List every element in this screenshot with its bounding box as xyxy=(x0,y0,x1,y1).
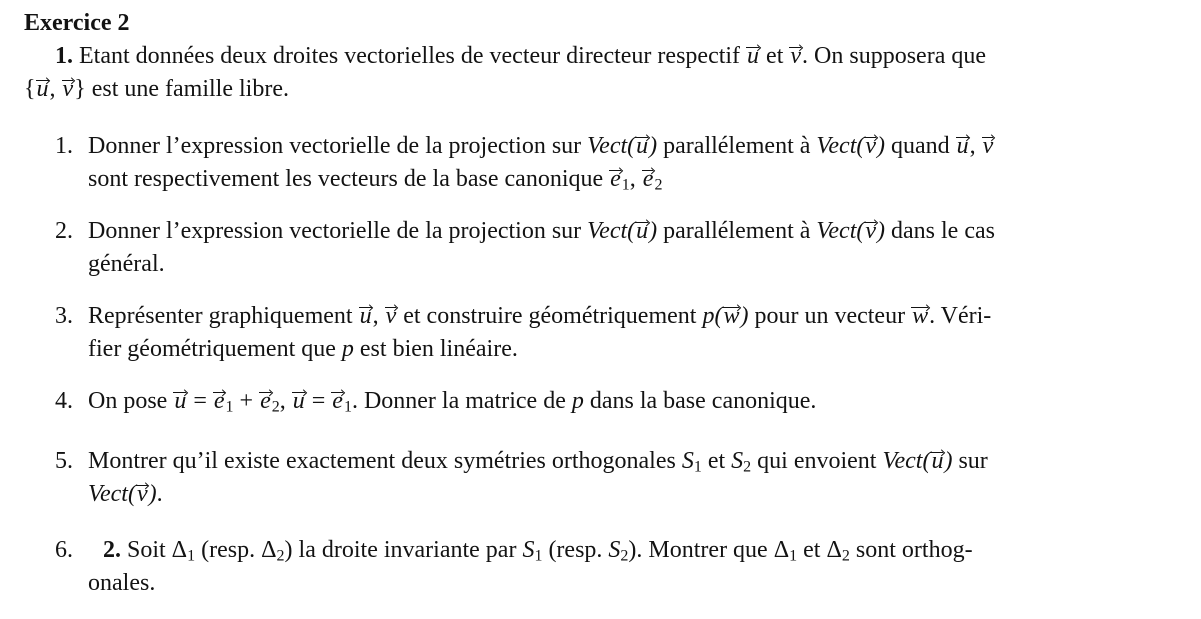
vector-symbol: u xyxy=(174,388,187,414)
subscript: 1 xyxy=(534,547,543,565)
text-segment: On pose xyxy=(88,388,174,414)
vector-symbol: v xyxy=(62,76,74,102)
text-segment: général. xyxy=(88,251,165,277)
text-segment: quand xyxy=(885,133,956,159)
text-line xyxy=(24,73,1183,106)
text-segment: Vect( xyxy=(88,481,136,507)
text-segment: Donner l’expression vectorielle de la projection sur xyxy=(88,133,588,159)
text-segment: + xyxy=(233,388,260,414)
subscript: 2 xyxy=(276,547,285,565)
text-segment: Soit Δ xyxy=(121,537,188,563)
text-segment: pour un vecteur xyxy=(748,303,912,329)
text-line xyxy=(88,130,1183,163)
text-segment: ) xyxy=(740,303,749,329)
text-segment: Vect( xyxy=(587,133,636,159)
text-segment: sont orthog- xyxy=(849,537,973,563)
vector-symbol: v xyxy=(385,303,397,329)
text-segment: Montrer qu’il existe exactement deux symétries orthogonales xyxy=(88,448,682,474)
item-text xyxy=(88,300,1183,366)
text-segment: Etant données deux droites vectorielles de vecteur directeur respectif xyxy=(73,43,747,69)
subscript: 1 xyxy=(343,398,352,416)
bold-label: 1. xyxy=(55,43,73,69)
subscript: 2 xyxy=(271,398,280,416)
text-segment: S xyxy=(681,448,694,474)
item-text xyxy=(88,385,1183,418)
item-number: 1. xyxy=(55,133,73,159)
text-segment: ) xyxy=(649,218,658,244)
text-line xyxy=(88,445,1183,478)
item-text xyxy=(88,215,1183,281)
item-number: 3. xyxy=(55,303,73,329)
bold-label: 2. xyxy=(103,537,121,563)
text-segment: onales. xyxy=(88,570,156,596)
intro-paragraph xyxy=(24,40,1183,106)
text-segment: sont respectivement les vecteurs de la base canonique xyxy=(88,166,610,192)
text-segment: { xyxy=(24,76,36,102)
text-segment: Vect( xyxy=(816,218,865,244)
text-segment: , xyxy=(372,303,385,329)
text-segment: (resp. xyxy=(542,537,609,563)
text-line xyxy=(88,163,1183,196)
subscript: 2 xyxy=(841,547,850,565)
text-line xyxy=(88,248,1183,281)
text-segment: ) la droite invariante par xyxy=(284,537,523,563)
text-segment: , xyxy=(49,76,62,102)
text-segment: sur xyxy=(952,448,988,474)
text-segment: = xyxy=(305,388,332,414)
text-line xyxy=(88,478,1183,511)
text-line xyxy=(88,385,1183,418)
vector-symbol: u xyxy=(956,133,969,159)
subscript: 1 xyxy=(789,547,798,565)
subscript: 2 xyxy=(743,458,752,476)
text-segment: parallélement à xyxy=(657,133,817,159)
text-segment: . xyxy=(156,481,163,507)
text-segment: parallélement à xyxy=(657,218,817,244)
item-number: 2. xyxy=(55,218,73,244)
vector-symbol: u xyxy=(636,218,649,244)
text-segment: } est une famille libre. xyxy=(74,76,289,102)
text-line xyxy=(88,215,1183,248)
text-segment: , xyxy=(279,388,292,414)
text-segment: , xyxy=(629,166,642,192)
text-line xyxy=(24,40,1183,73)
vector-symbol: v xyxy=(790,43,802,69)
vector-symbol: e xyxy=(610,166,621,192)
text-line xyxy=(88,333,1183,366)
text-segment: . Donner la matrice de xyxy=(351,388,572,414)
text-segment: ) xyxy=(649,133,658,159)
text-segment: Vect( xyxy=(816,133,865,159)
question-item-6 xyxy=(24,534,1183,600)
text-segment: = xyxy=(187,388,213,414)
text-segment: ) xyxy=(877,218,886,244)
vector-symbol: w xyxy=(912,303,929,329)
vector-symbol: u xyxy=(931,448,944,474)
text-segment: et Δ xyxy=(797,537,842,563)
vector-symbol: e xyxy=(260,388,271,414)
vector-symbol: u xyxy=(359,303,372,329)
text-segment: ). Montrer que Δ xyxy=(628,537,790,563)
text-segment: p( xyxy=(702,303,723,329)
vector-symbol: e xyxy=(642,166,654,192)
text-segment: (resp. Δ xyxy=(195,537,277,563)
subscript: 1 xyxy=(187,547,196,565)
text-segment: ) xyxy=(148,481,157,507)
text-segment: Vect( xyxy=(882,448,931,474)
vector-symbol: u xyxy=(747,43,760,69)
item-number: 6. xyxy=(55,537,73,563)
subscript: 1 xyxy=(621,176,630,194)
text-segment: et xyxy=(701,448,732,474)
text-segment: S xyxy=(522,537,535,563)
subscript: 2 xyxy=(654,176,663,194)
text-segment: Représenter graphiquement xyxy=(88,303,359,329)
question-item-4 xyxy=(24,385,1183,418)
subscript: 2 xyxy=(620,547,629,565)
vector-symbol: u xyxy=(292,388,305,414)
text-segment: p xyxy=(571,388,584,414)
text-segment: fier géométriquement que xyxy=(88,336,342,362)
text-segment: ) xyxy=(877,133,886,159)
vector-symbol: e xyxy=(213,388,225,414)
vector-symbol: e xyxy=(332,388,343,414)
text-segment: S xyxy=(731,448,744,474)
question-item-3 xyxy=(24,300,1183,366)
text-line xyxy=(88,300,1183,333)
text-line xyxy=(88,567,1183,600)
vector-symbol: w xyxy=(723,303,740,329)
vector-symbol: v xyxy=(136,481,148,507)
text-segment: est bien linéaire. xyxy=(353,336,518,362)
text-segment: et xyxy=(760,43,790,69)
text-line xyxy=(88,534,1183,567)
subscript: 1 xyxy=(225,398,234,416)
vector-symbol: v xyxy=(982,133,994,159)
question-item-2 xyxy=(24,215,1183,281)
vector-symbol: u xyxy=(636,133,649,159)
exercise-title: Exercice 2 xyxy=(24,10,130,36)
text-segment: dans la base canonique. xyxy=(583,388,817,414)
text-segment: Donner l’expression vectorielle de la projection sur xyxy=(88,218,588,244)
subscript: 1 xyxy=(693,458,702,476)
text-segment: dans le cas xyxy=(885,218,995,244)
item-text xyxy=(88,534,1183,600)
item-number: 4. xyxy=(55,388,73,414)
question-item-5 xyxy=(24,445,1183,511)
vector-symbol: v xyxy=(865,133,877,159)
question-list xyxy=(24,130,1183,600)
text-segment: S xyxy=(608,537,621,563)
text-segment: Vect( xyxy=(587,218,636,244)
text-segment: ) xyxy=(944,448,953,474)
text-segment: qui envoient xyxy=(751,448,883,474)
vector-symbol: v xyxy=(865,218,877,244)
item-text xyxy=(88,445,1183,511)
vector-symbol: u xyxy=(36,76,49,102)
text-segment: p xyxy=(341,336,354,362)
text-segment: . Véri- xyxy=(929,303,992,329)
text-segment: , xyxy=(969,133,982,159)
question-item-1 xyxy=(24,130,1183,196)
text-segment: et construire géométriquement xyxy=(397,303,703,329)
text-segment: . On supposera que xyxy=(802,43,986,69)
item-text xyxy=(88,130,1183,196)
item-number: 5. xyxy=(55,448,73,474)
